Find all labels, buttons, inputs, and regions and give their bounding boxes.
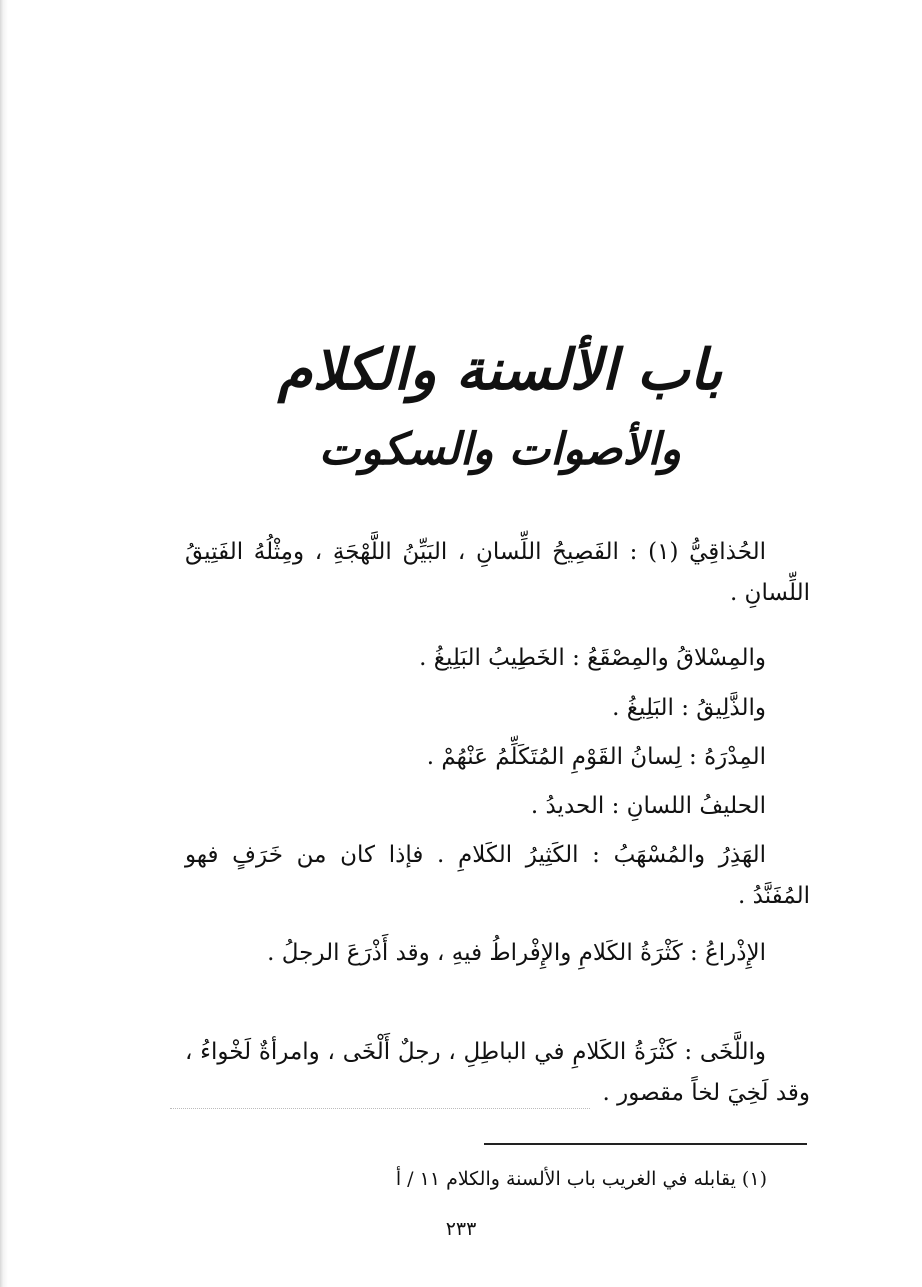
entry-halif: الحليفُ اللسانِ : الحديدُ . [530,793,766,819]
entry-mislaq: والمِسْلاقُ والمِصْقَعُ : الخَطِيبُ البَلِيغُ . [419,645,766,671]
scan-dotted-line [170,1108,590,1109]
footnote-separator [484,1143,807,1145]
entry-idhra: الإِذْراعُ : كَثْرَةُ الكَلامِ والإِفْراطُ فيهِ ، وقد أَذْرَعَ الرجلُ . [267,940,766,966]
chapter-subtitle: والأصوات والسكوت [318,424,682,475]
entry-hadhir: الهَذِرُ والمُسْهَبُ : الكَثِيرُ الكَلامِ . فإذا كان من خَرَفٍ فهو المُفَنَّدُ . [185,842,810,909]
chapter-title: باب الألسنة والكلام [277,337,723,403]
entry-dhaliq: والذَّلِيقُ : البَلِيغُ . [612,695,766,721]
scan-edge-shadow [0,0,8,1287]
entry-hudhaqi: الحُذاقِيُّ (١) : الفَصِيحُ اللِّسانِ ، البَيِّنُ اللَّهْجَةِ ، ومِثْلُهُ الفَتِيقُ اللِّسانِ . [185,539,810,606]
entry-midrah: المِدْرَهُ : لِسانُ القَوْمِ المُتَكَلِّمُ عَنْهُمْ . [426,744,766,770]
entry-lakha: واللَّخَى : كَثْرَةُ الكَلامِ في الباطِلِ ، رجلٌ أَلْخَى ، وامرأةٌ لَخْواءُ ، وقد لَخِيَ لخاً مقصور . [185,1039,810,1106]
page-number: ٢٣٣ [445,1218,477,1240]
footnote: (١) يقابله في الغريب باب الألسنة والكلام ١١ / أ [395,1168,767,1190]
